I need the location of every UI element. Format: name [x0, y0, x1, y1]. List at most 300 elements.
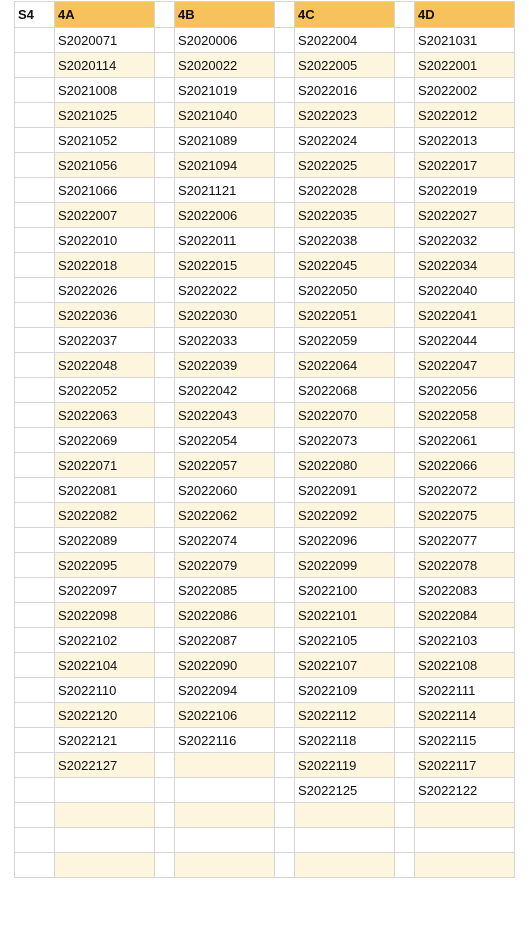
gap-cell[interactable] [155, 403, 175, 428]
gap-cell[interactable] [395, 453, 415, 478]
student-id-cell-4b[interactable] [175, 853, 275, 878]
table-row [15, 553, 515, 578]
row-label-cell[interactable] [15, 703, 55, 728]
student-id-cell-4a[interactable] [55, 778, 155, 803]
student-id-cell-4b[interactable]: S2022057 [175, 453, 275, 478]
gap-cell[interactable] [275, 478, 295, 503]
gap-cell[interactable] [395, 778, 415, 803]
gap-cell[interactable] [395, 578, 415, 603]
student-id-cell-4a[interactable]: S2022120 [55, 703, 155, 728]
table-row [15, 478, 515, 503]
gap-cell[interactable] [155, 153, 175, 178]
row-label-cell[interactable] [15, 328, 55, 353]
student-id-cell-4d[interactable]: S2022117 [415, 753, 515, 778]
row-label-cell[interactable] [15, 228, 55, 253]
header-4a[interactable]: 4A [55, 2, 155, 28]
student-id-cell-4a[interactable]: S2022110 [55, 678, 155, 703]
gap-cell[interactable] [155, 453, 175, 478]
gap-cell[interactable] [395, 728, 415, 753]
gap-cell[interactable] [275, 828, 295, 853]
gap-cell[interactable] [395, 478, 415, 503]
student-id-cell-4a[interactable] [55, 803, 155, 828]
gap-cell[interactable] [395, 653, 415, 678]
gap-cell[interactable] [275, 453, 295, 478]
row-label-cell[interactable] [15, 753, 55, 778]
gap-cell[interactable] [395, 603, 415, 628]
student-id-cell-4d[interactable]: S2022111 [415, 678, 515, 703]
student-id-cell-4c[interactable]: S2022024 [295, 128, 395, 153]
gap-cell[interactable] [155, 703, 175, 728]
gap-cell[interactable] [155, 753, 175, 778]
header-4d[interactable]: 4D [415, 2, 515, 28]
table-row [15, 503, 515, 528]
gap-cell[interactable] [395, 428, 415, 453]
student-id-cell-4a[interactable]: S2022098 [55, 603, 155, 628]
gap-cell[interactable] [155, 828, 175, 853]
table-row [15, 378, 515, 403]
gap-cell[interactable] [275, 503, 295, 528]
table-row [15, 128, 515, 153]
gap-cell[interactable] [155, 178, 175, 203]
gap-cell[interactable] [155, 853, 175, 878]
gap-cell[interactable] [395, 228, 415, 253]
student-id-cell-4d[interactable]: S2022108 [415, 653, 515, 678]
table-row [15, 628, 515, 653]
gap-cell[interactable] [155, 503, 175, 528]
row-label-cell[interactable] [15, 53, 55, 78]
student-id-cell-4a[interactable]: S2020114 [55, 53, 155, 78]
gap-cell[interactable] [275, 853, 295, 878]
student-id-cell-4b[interactable]: S2021094 [175, 153, 275, 178]
student-id-cell-4d[interactable]: S2022066 [415, 453, 515, 478]
gap-cell[interactable] [275, 28, 295, 53]
student-id-cell-4a[interactable]: S2022018 [55, 253, 155, 278]
gap-cell[interactable] [395, 753, 415, 778]
student-id-cell-4d[interactable]: S2022040 [415, 278, 515, 303]
gap-cell[interactable] [275, 128, 295, 153]
student-id-cell-4c[interactable]: S2022059 [295, 328, 395, 353]
student-id-cell-4b[interactable]: S2022074 [175, 528, 275, 553]
gap-cell[interactable] [275, 403, 295, 428]
row-label-cell[interactable] [15, 303, 55, 328]
student-id-cell-4d[interactable]: S2022114 [415, 703, 515, 728]
student-id-cell-4b[interactable]: S2022006 [175, 203, 275, 228]
student-id-cell-4d[interactable]: S2022019 [415, 178, 515, 203]
student-id-cell-4b[interactable]: S2022090 [175, 653, 275, 678]
student-id-cell-4b[interactable]: S2022011 [175, 228, 275, 253]
student-id-cell-4a[interactable]: S2022102 [55, 628, 155, 653]
student-id-cell-4b[interactable]: S2022094 [175, 678, 275, 703]
row-label-cell[interactable] [15, 578, 55, 603]
student-id-cell-4d[interactable]: S2022083 [415, 578, 515, 603]
student-id-cell-4d[interactable]: S2022058 [415, 403, 515, 428]
student-id-cell-4b[interactable]: S2020006 [175, 28, 275, 53]
student-id-cell-4c[interactable]: S2022091 [295, 478, 395, 503]
gap-cell[interactable] [395, 78, 415, 103]
table-row [15, 328, 515, 353]
student-id-cell-4a[interactable]: S2021025 [55, 103, 155, 128]
student-id-cell-4a[interactable]: S2021008 [55, 78, 155, 103]
gap-cell[interactable] [155, 253, 175, 278]
student-id-cell-4a[interactable]: S2022121 [55, 728, 155, 753]
student-id-cell-4c[interactable] [295, 853, 395, 878]
student-id-cell-4b[interactable]: S2022030 [175, 303, 275, 328]
gap-cell[interactable] [275, 353, 295, 378]
student-id-cell-4a[interactable]: S2022127 [55, 753, 155, 778]
gap-cell[interactable] [155, 428, 175, 453]
student-id-cell-4b[interactable]: S2021121 [175, 178, 275, 203]
student-id-cell-4a[interactable]: S2022082 [55, 503, 155, 528]
student-id-cell-4d[interactable]: S2022017 [415, 153, 515, 178]
gap-cell[interactable] [155, 78, 175, 103]
header-4b[interactable]: 4B [175, 2, 275, 28]
student-id-cell-4c[interactable]: S2022050 [295, 278, 395, 303]
student-id-cell-4c[interactable]: S2022068 [295, 378, 395, 403]
gap-cell[interactable] [395, 53, 415, 78]
gap-cell[interactable] [275, 703, 295, 728]
student-id-cell-4d[interactable]: S2022012 [415, 103, 515, 128]
student-id-cell-4b[interactable]: S2021019 [175, 78, 275, 103]
row-label-cell[interactable] [15, 828, 55, 853]
row-label-cell[interactable] [15, 803, 55, 828]
student-id-cell-4b[interactable]: S2022079 [175, 553, 275, 578]
student-id-cell-4a[interactable]: S2021056 [55, 153, 155, 178]
row-label-cell[interactable] [15, 128, 55, 153]
row-label-cell[interactable] [15, 628, 55, 653]
student-id-cell-4d[interactable]: S2022061 [415, 428, 515, 453]
gap-cell[interactable] [395, 203, 415, 228]
student-id-cell-4a[interactable]: S2021066 [55, 178, 155, 203]
student-id-cell-4d[interactable]: S2022034 [415, 253, 515, 278]
gap-cell[interactable] [155, 378, 175, 403]
student-id-cell-4a[interactable]: S2022069 [55, 428, 155, 453]
row-label-cell[interactable] [15, 778, 55, 803]
table-row [15, 578, 515, 603]
gap-cell[interactable] [395, 828, 415, 853]
gap-cell[interactable] [275, 278, 295, 303]
gap-cell[interactable] [395, 378, 415, 403]
row-label-cell[interactable] [15, 853, 55, 878]
row-label-cell[interactable] [15, 203, 55, 228]
student-id-cell-4c[interactable]: S2022038 [295, 228, 395, 253]
student-id-cell-4a[interactable]: S2022095 [55, 553, 155, 578]
student-id-cell-4a[interactable]: S2022081 [55, 478, 155, 503]
table-row [15, 53, 515, 78]
gap-cell[interactable] [395, 253, 415, 278]
table-row [15, 303, 515, 328]
gap-cell[interactable] [275, 528, 295, 553]
gap-cell[interactable] [395, 303, 415, 328]
row-label-cell[interactable] [15, 453, 55, 478]
gap-cell[interactable] [155, 278, 175, 303]
gap-cell[interactable] [155, 28, 175, 53]
gap-cell[interactable] [395, 553, 415, 578]
gap-cell[interactable] [155, 203, 175, 228]
student-id-cell-4a[interactable]: S2022010 [55, 228, 155, 253]
row-label-cell[interactable] [15, 653, 55, 678]
student-id-cell-4a[interactable]: S2022089 [55, 528, 155, 553]
header-4c[interactable]: 4C [295, 2, 395, 28]
student-id-cell-4c[interactable]: S2022096 [295, 528, 395, 553]
student-id-cell-4c[interactable]: S2022105 [295, 628, 395, 653]
gap-cell[interactable] [395, 103, 415, 128]
row-label-cell[interactable] [15, 153, 55, 178]
gap-cell[interactable] [395, 178, 415, 203]
student-id-cell-4b[interactable]: S2022043 [175, 403, 275, 428]
gap-cell[interactable] [275, 328, 295, 353]
gap-cell[interactable] [275, 303, 295, 328]
gap-cell[interactable] [155, 53, 175, 78]
table-row [15, 428, 515, 453]
student-id-cell-4c[interactable] [295, 828, 395, 853]
table-row [15, 653, 515, 678]
student-id-cell-4d[interactable]: S2021031 [415, 28, 515, 53]
student-id-cell-4d[interactable]: S2022027 [415, 203, 515, 228]
table-row [15, 203, 515, 228]
student-id-cell-4b[interactable]: S2022039 [175, 353, 275, 378]
row-label-cell[interactable] [15, 178, 55, 203]
student-id-cell-4a[interactable] [55, 853, 155, 878]
gap-cell[interactable] [275, 553, 295, 578]
student-id-cell-4a[interactable]: S2022071 [55, 453, 155, 478]
gap-cell[interactable] [395, 278, 415, 303]
student-id-cell-4a[interactable]: S2022036 [55, 303, 155, 328]
student-id-cell-4c[interactable]: S2022070 [295, 403, 395, 428]
table-row [15, 28, 515, 53]
student-id-cell-4d[interactable]: S2022013 [415, 128, 515, 153]
student-id-cell-4c[interactable]: S2022051 [295, 303, 395, 328]
student-id-cell-4d[interactable]: S2022122 [415, 778, 515, 803]
gap-cell[interactable] [155, 353, 175, 378]
student-id-cell-4c[interactable]: S2022028 [295, 178, 395, 203]
gap-cell[interactable] [155, 628, 175, 653]
student-id-cell-4c[interactable]: S2022016 [295, 78, 395, 103]
student-id-cell-4d[interactable]: S2022047 [415, 353, 515, 378]
student-id-cell-4c[interactable]: S2022045 [295, 253, 395, 278]
student-id-cell-4d[interactable]: S2022084 [415, 603, 515, 628]
gap-cell[interactable] [155, 578, 175, 603]
student-id-cell-4d[interactable] [415, 853, 515, 878]
gap-cell[interactable] [395, 353, 415, 378]
gap-cell[interactable] [155, 128, 175, 153]
gap-cell[interactable] [275, 653, 295, 678]
row-label-cell[interactable] [15, 378, 55, 403]
student-id-cell-4d[interactable]: S2022001 [415, 53, 515, 78]
gap-cell[interactable] [275, 728, 295, 753]
row-label-cell[interactable] [15, 28, 55, 53]
student-id-cell-4d[interactable]: S2022077 [415, 528, 515, 553]
student-id-cell-4b[interactable]: S2020022 [175, 53, 275, 78]
row-label-cell[interactable] [15, 403, 55, 428]
row-label-cell[interactable] [15, 253, 55, 278]
gap-cell[interactable] [275, 203, 295, 228]
header-gap-cell[interactable] [275, 2, 295, 28]
student-id-cell-4c[interactable]: S2022101 [295, 603, 395, 628]
student-id-cell-4d[interactable]: S2022002 [415, 78, 515, 103]
gap-cell[interactable] [275, 78, 295, 103]
gap-cell[interactable] [275, 428, 295, 453]
student-id-cell-4b[interactable]: S2022085 [175, 578, 275, 603]
student-id-cell-4c[interactable]: S2022023 [295, 103, 395, 128]
student-id-cell-4b[interactable]: S2022033 [175, 328, 275, 353]
gap-cell[interactable] [155, 653, 175, 678]
student-id-cell-4d[interactable]: S2022103 [415, 628, 515, 653]
student-id-cell-4a[interactable]: S2022037 [55, 328, 155, 353]
gap-cell[interactable] [275, 228, 295, 253]
student-id-cell-4c[interactable]: S2022080 [295, 453, 395, 478]
student-id-cell-4b[interactable]: S2022086 [175, 603, 275, 628]
student-id-cell-4b[interactable]: S2021089 [175, 128, 275, 153]
table-row [15, 853, 515, 878]
row-label-cell[interactable] [15, 428, 55, 453]
student-id-cell-4a[interactable]: S2022097 [55, 578, 155, 603]
student-id-cell-4c[interactable]: S2022025 [295, 153, 395, 178]
gap-cell[interactable] [155, 228, 175, 253]
student-id-cell-4a[interactable]: S2020071 [55, 28, 155, 53]
student-id-cell-4a[interactable]: S2022048 [55, 353, 155, 378]
student-id-cell-4b[interactable] [175, 803, 275, 828]
gap-cell[interactable] [395, 503, 415, 528]
gap-cell[interactable] [155, 728, 175, 753]
student-id-cell-4d[interactable]: S2022078 [415, 553, 515, 578]
student-id-cell-4b[interactable] [175, 778, 275, 803]
gap-cell[interactable] [155, 478, 175, 503]
student-id-cell-4b[interactable]: S2022042 [175, 378, 275, 403]
gap-cell[interactable] [395, 328, 415, 353]
gap-cell[interactable] [155, 528, 175, 553]
row-label-cell[interactable] [15, 603, 55, 628]
gap-cell[interactable] [395, 528, 415, 553]
gap-cell[interactable] [275, 103, 295, 128]
student-id-cell-4b[interactable]: S2021040 [175, 103, 275, 128]
student-id-cell-4a[interactable]: S2022007 [55, 203, 155, 228]
student-id-cell-4d[interactable]: S2022056 [415, 378, 515, 403]
student-id-cell-4b[interactable] [175, 753, 275, 778]
row-label-cell[interactable] [15, 478, 55, 503]
row-label-cell[interactable] [15, 278, 55, 303]
student-id-cell-4d[interactable]: S2022032 [415, 228, 515, 253]
student-id-cell-4d[interactable]: S2022072 [415, 478, 515, 503]
student-id-cell-4c[interactable]: S2022064 [295, 353, 395, 378]
student-id-cell-4c[interactable]: S2022119 [295, 753, 395, 778]
gap-cell[interactable] [275, 153, 295, 178]
student-id-cell-4c[interactable]: S2022035 [295, 203, 395, 228]
student-id-cell-4b[interactable]: S2022116 [175, 728, 275, 753]
table-row [15, 403, 515, 428]
gap-cell[interactable] [395, 28, 415, 53]
student-id-cell-4c[interactable]: S2022004 [295, 28, 395, 53]
gap-cell[interactable] [155, 553, 175, 578]
table-row [15, 728, 515, 753]
student-id-cell-4c[interactable]: S2022073 [295, 428, 395, 453]
student-id-cell-4b[interactable]: S2022022 [175, 278, 275, 303]
gap-cell[interactable] [155, 103, 175, 128]
student-id-cell-4d[interactable]: S2022075 [415, 503, 515, 528]
student-id-cell-4a[interactable]: S2022104 [55, 653, 155, 678]
gap-cell[interactable] [275, 603, 295, 628]
gap-cell[interactable] [155, 678, 175, 703]
gap-cell[interactable] [275, 253, 295, 278]
gap-cell[interactable] [275, 578, 295, 603]
student-id-cell-4d[interactable] [415, 828, 515, 853]
gap-cell[interactable] [275, 378, 295, 403]
student-id-cell-4a[interactable]: S2022026 [55, 278, 155, 303]
gap-cell[interactable] [395, 703, 415, 728]
gap-cell[interactable] [395, 128, 415, 153]
gap-cell[interactable] [155, 328, 175, 353]
student-id-cell-4a[interactable] [55, 828, 155, 853]
student-id-cell-4b[interactable]: S2022087 [175, 628, 275, 653]
gap-cell[interactable] [275, 178, 295, 203]
gap-cell[interactable] [275, 678, 295, 703]
gap-cell[interactable] [155, 603, 175, 628]
student-id-cell-4c[interactable]: S2022100 [295, 578, 395, 603]
student-id-cell-4d[interactable] [415, 803, 515, 828]
student-id-cell-4b[interactable]: S2022062 [175, 503, 275, 528]
student-id-cell-4c[interactable]: S2022125 [295, 778, 395, 803]
row-label-cell[interactable] [15, 553, 55, 578]
header-s4[interactable]: S4 [15, 2, 55, 28]
student-id-cell-4c[interactable]: S2022109 [295, 678, 395, 703]
table-row [15, 703, 515, 728]
gap-cell[interactable] [395, 153, 415, 178]
student-id-cell-4c[interactable]: S2022118 [295, 728, 395, 753]
row-label-cell[interactable] [15, 78, 55, 103]
header-gap-cell[interactable] [155, 2, 175, 28]
table-row [15, 828, 515, 853]
student-id-cell-4d[interactable]: S2022041 [415, 303, 515, 328]
student-id-cell-4a[interactable]: S2022063 [55, 403, 155, 428]
gap-cell[interactable] [395, 628, 415, 653]
student-id-cell-4d[interactable]: S2022115 [415, 728, 515, 753]
student-id-cell-4d[interactable]: S2022044 [415, 328, 515, 353]
gap-cell[interactable] [395, 403, 415, 428]
student-id-cell-4c[interactable]: S2022107 [295, 653, 395, 678]
gap-cell[interactable] [155, 803, 175, 828]
student-id-cell-4b[interactable]: S2022054 [175, 428, 275, 453]
student-id-cell-4c[interactable] [295, 803, 395, 828]
gap-cell[interactable] [275, 778, 295, 803]
gap-cell[interactable] [395, 853, 415, 878]
student-id-cell-4c[interactable]: S2022099 [295, 553, 395, 578]
gap-cell[interactable] [275, 803, 295, 828]
gap-cell[interactable] [275, 628, 295, 653]
student-id-cell-4a[interactable]: S2021052 [55, 128, 155, 153]
student-id-cell-4c[interactable]: S2022092 [295, 503, 395, 528]
student-id-cell-4b[interactable]: S2022106 [175, 703, 275, 728]
student-id-cell-4c[interactable]: S2022112 [295, 703, 395, 728]
row-label-cell[interactable] [15, 503, 55, 528]
header-gap-cell[interactable] [395, 2, 415, 28]
gap-cell[interactable] [275, 753, 295, 778]
student-id-cell-4b[interactable]: S2022060 [175, 478, 275, 503]
student-id-cell-4a[interactable]: S2022052 [55, 378, 155, 403]
gap-cell[interactable] [155, 303, 175, 328]
class-roster-table [14, 1, 515, 878]
student-id-cell-4c[interactable]: S2022005 [295, 53, 395, 78]
gap-cell[interactable] [395, 803, 415, 828]
row-label-cell[interactable] [15, 678, 55, 703]
row-label-cell[interactable] [15, 103, 55, 128]
row-label-cell[interactable] [15, 528, 55, 553]
gap-cell[interactable] [395, 678, 415, 703]
row-label-cell[interactable] [15, 353, 55, 378]
gap-cell[interactable] [155, 778, 175, 803]
student-id-cell-4b[interactable]: S2022015 [175, 253, 275, 278]
gap-cell[interactable] [275, 53, 295, 78]
row-label-cell[interactable] [15, 728, 55, 753]
student-id-cell-4b[interactable] [175, 828, 275, 853]
